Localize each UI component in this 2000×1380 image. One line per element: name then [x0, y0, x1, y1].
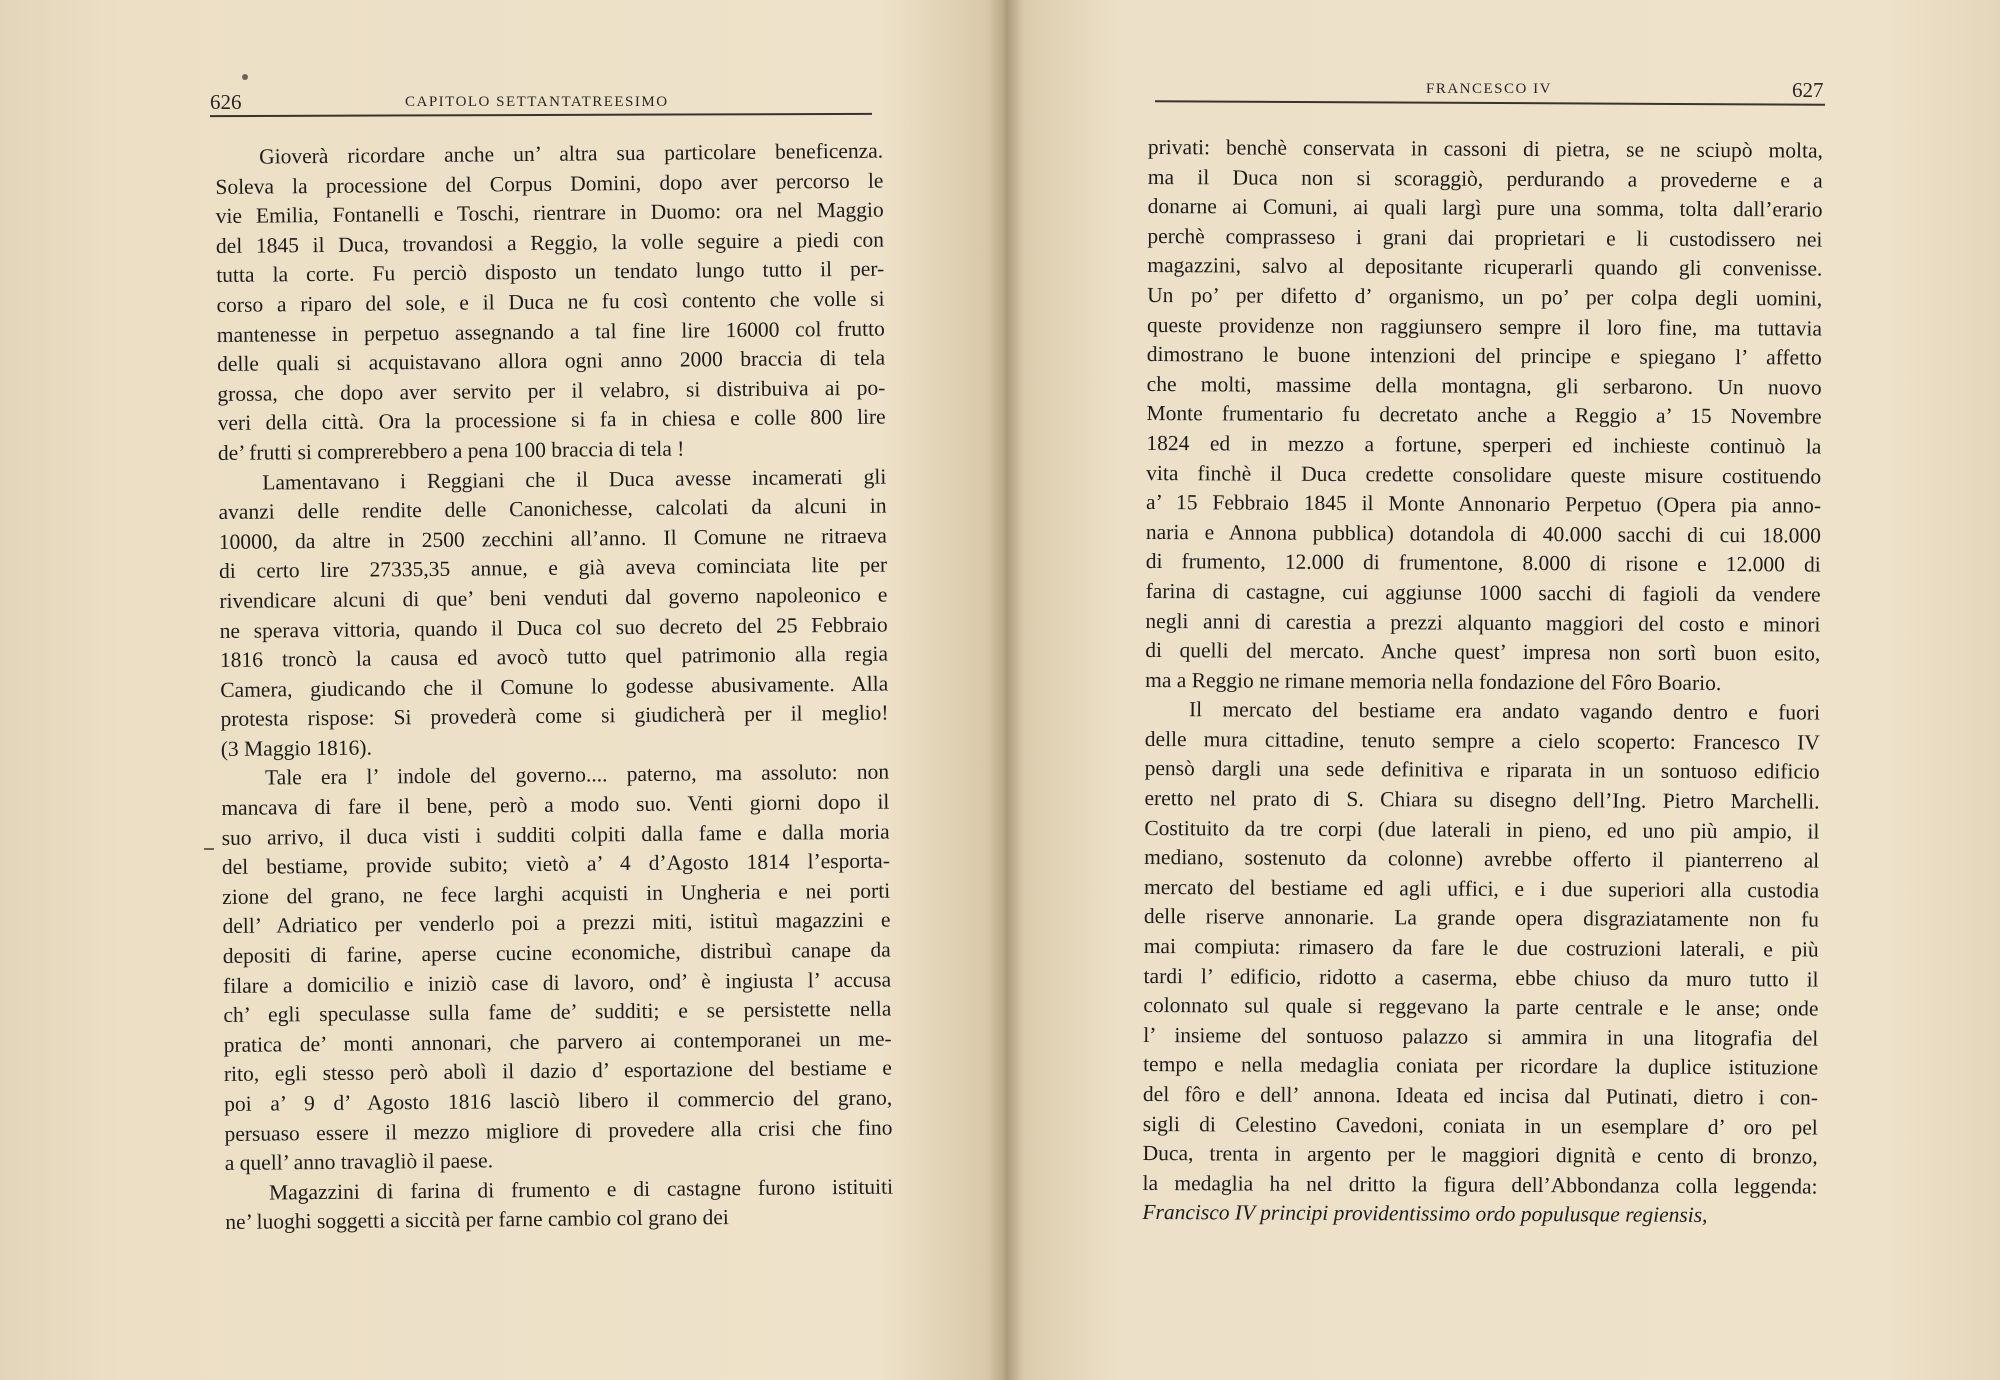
text-line: avanzi delle rendite delle Canonichesse, calcolati da alcuni in: [218, 493, 887, 525]
text-line: veri della città. Ora la processione si fa in chiesa e colle 800 lire: [217, 404, 886, 436]
text-line: negli anni di carestia a prezzi alquanto maggiori del costo e minori: [1145, 608, 1821, 637]
text-line: poi a’ 9 d’ Agosto 1816 lasciò libero il commercio del grano,: [224, 1085, 893, 1116]
text-line: Magazzini di farina di frumento e di castagne furono istituiti: [268, 1174, 894, 1205]
text-line: queste providenze non raggiunsero sempre il loro fine, ma tuttavia: [1146, 312, 1823, 341]
text-line: dell’ Adriatico per venderlo poi a prezzi miti, istituì magazzini e: [222, 907, 891, 939]
text-line: Un po’ per difetto d’ organismo, un po’ per colpa degli uomini,: [1147, 282, 1823, 311]
text-line: di frumento, 12.000 di frumentone, 8.000 di risone e 12.000 di: [1145, 549, 1821, 577]
text-line: del bestiame, provide subito; vietò a’ 4 d’Agosto 1814 l’esporta-: [221, 848, 891, 880]
text-line: Francisco IV principi providentissimo ordo populusque regiensis,: [1142, 1200, 1708, 1228]
right-page: [1005, 0, 2000, 1380]
text-line: suo arrivo, il duca visti i sudditi colpiti dalla fame e dalla moria: [221, 819, 890, 850]
text-line: del fôro e dell’ annona. Ideata ed incisa dal Putinati, dietro i con-: [1142, 1081, 1819, 1110]
text-line: tardi l’ edificio, ridotto a caserma, ebbe chiuso da muro tutto il: [1143, 963, 1819, 992]
text-line: Gioverà ricordare anche un’ altra sua particolare beneficenza.: [259, 138, 884, 169]
text-line: mai compiuta: rimasero da fare le due costruzioni laterali, e più: [1143, 934, 1819, 962]
text-line: pratica de’ monti annonari, che parvero ai contemporanei un me-: [223, 1026, 892, 1057]
text-line: magazzini, salvo al depositante ricuperarli quando gli convenisse.: [1147, 253, 1823, 281]
header-rule-right: [1155, 100, 1825, 105]
running-head-right: FRANCESCO IV: [1426, 81, 1552, 97]
text-line: Lamentavano i Reggiani che il Duca avesse incamerati gli: [262, 464, 887, 495]
text-line: mercato del bestiame ed agli uffici, e i due superiori alla custodia: [1143, 874, 1820, 903]
text-line: Tale era l’ indole del governo.... paterno, ma assoluto: non: [264, 760, 890, 791]
right-page-body: [1142, 133, 1823, 1231]
text-line: 10000, da altre in 2500 zecchini all’anno. Il Comune ne ritraeva: [218, 523, 887, 554]
text-line: del 1845 il Duca, trovandosi a Reggio, la volle seguire a piedi con: [215, 227, 885, 258]
left-page-body: [215, 137, 893, 1238]
text-line: vita finchè il Duca credette consolidare queste misure costituendo: [1146, 460, 1822, 489]
text-line: dimostrano le buone intenzioni del principe e spiegano l’ affetto: [1146, 342, 1822, 370]
text-line: mediano, sostenuto da colonne) avrebbe offerto il pianterreno al: [1144, 845, 1820, 873]
margin-mark: [204, 848, 214, 850]
text-line: Camera, giudicando che il Comune lo godesse abusivamente. Alla: [220, 671, 889, 702]
text-line: colonnato sul quale si reggevano la parte centrale e le anse; onde: [1143, 993, 1819, 1021]
text-line: rito, egli stesso però abolì il dazio d’ esportazione del bestiame e: [223, 1055, 893, 1087]
page-number-right: 627: [1792, 78, 1824, 102]
text-line: delle riserve annonarie. La grande opera disgraziatamente non fu: [1143, 904, 1819, 932]
text-line: tutta la corte. Fu perciò disposto un tendato lungo tutto il per-: [216, 256, 885, 288]
text-line: Soleva la processione del Corpus Domini, dopo aver percorso le: [215, 168, 884, 199]
text-line: perchè comprasseso i grani dai proprietari e li custodissero nei: [1147, 223, 1823, 252]
text-line: 1816 troncò la causa ed avocò tutto quel patrimonio alla regia: [219, 641, 889, 673]
text-line: sigli di Celestino Cavedoni, coniata in un esemplare d’ oro pel: [1142, 1111, 1818, 1140]
text-line: ma il Duca non si scoraggiò, perdurando a provederne e a: [1147, 164, 1823, 193]
text-line: de’ frutti si comprerebbero a pena 100 braccia di tela !: [217, 436, 685, 465]
running-head-left: CAPITOLO SETTANTATREESIMO: [405, 94, 669, 110]
text-line: filare a domicilio e iniziò case di lavoro, ond’ è ingiusta l’ accusa: [222, 967, 892, 998]
text-line: tempo e nella medaglia coniata per ricordare la duplice istituzione: [1143, 1052, 1819, 1080]
text-line: zione del grano, ne fece larghi acquisti in Ungheria e nei porti: [222, 878, 891, 909]
text-line: privati: benchè conservata in cassoni di pietra, se ne sciupò molta,: [1147, 134, 1823, 163]
text-line: persuaso essere il mezzo migliore di provedere alla crisi che fino: [224, 1115, 893, 1146]
text-line: delle quali si acquistavano allora ogni anno 2000 braccia di tela: [217, 345, 886, 377]
text-line: mantenesse in perpetuo assegnando a tal fine lire 16000 col frutto: [216, 316, 885, 347]
page-number-left: 626: [210, 90, 242, 114]
text-line: eretto nel prato di S. Chiara su disegno dell’Ing. Pietro Marchelli.: [1144, 786, 1820, 814]
text-line: ma a Reggio ne rimane memoria nella fondazione del Fôro Boario.: [1145, 667, 1722, 695]
text-line: mancava di fare il bene, però a modo suo. Venti giorni dopo il: [221, 789, 890, 821]
text-line: di quelli del mercato. Anche quest’ impresa non sortì buon esito,: [1145, 638, 1821, 666]
text-line: di certo lire 27335,35 annue, e già aveva cominciata lite per: [218, 552, 888, 584]
text-line: ne’ luoghi soggetti a siccità per farne cambio col grano dei: [225, 1205, 729, 1235]
text-line: depositi di farine, aperse cucine economiche, distribuì canape da: [222, 937, 891, 968]
text-line: a quell’ anno travagliò il paese.: [224, 1148, 494, 1176]
text-line: naria e Annona pubblica) dotandola di 40.000 sacchi di cui 18.000: [1145, 519, 1821, 548]
text-line: delle mura cittadine, tenuto sempre a cielo scoperto: Francesco IV: [1144, 726, 1820, 755]
text-line: a’ 15 Febbraio 1845 il Monte Annonario Perpetuo (Opera pia anno-: [1146, 490, 1822, 518]
text-line: grossa, che dopo aver servito per il velabro, si distribuiva ai po-: [217, 375, 886, 406]
text-line: donarne ai Comuni, ai quali largì pure una somma, tolta dall’erario: [1147, 194, 1823, 222]
text-line: corso a riparo del sole, e il Duca ne fu così contento che volle si: [216, 286, 885, 317]
text-line: l’ insieme del sontuoso palazzo si ammira in una litografia del: [1143, 1022, 1819, 1051]
text-line: ch’ egli speculasse sulla fame de’ sudditi; e se persistette nella: [223, 996, 892, 1028]
text-line: Duca, trenta in argento per le maggiori dignità e cento di bronzo,: [1142, 1141, 1818, 1169]
text-line: ne sperava vittoria, quando il Duca col suo decreto del 25 Febbraio: [219, 612, 888, 643]
text-line: Monte frumentario fu decretato anche a Reggio a’ 15 Novembre: [1146, 401, 1822, 429]
text-line: Il mercato del bestiame era andato vagando dentro e fuori: [1188, 697, 1821, 725]
header-rule-left: [210, 113, 872, 117]
text-line: rivendicare alcuni di que’ beni venduti dal governo napoleonico e: [219, 582, 888, 613]
text-line: (3 Maggio 1816).: [220, 735, 373, 761]
text-line: vie Emilia, Fontanelli e Toschi, rientrare in Duomo: ora nel Maggio: [215, 197, 884, 229]
text-line: la medaglia ha nel dritto la figura dell’Abbondanza colla leggenda:: [1142, 1170, 1818, 1199]
text-line: pensò dargli una sede definitiva e riparata in un sontuoso edificio: [1144, 756, 1820, 784]
text-line: che molti, massime della montagna, gli serbarono. Un nuovo: [1146, 371, 1822, 400]
ink-speck: [242, 74, 248, 80]
text-line: Costituito da tre corpi (due laterali in pieno, ed uno più ampio, il: [1144, 815, 1820, 844]
text-line: farina di castagne, cui aggiunse 1000 sacchi di fagioli da vendere: [1145, 578, 1821, 607]
text-line: 1824 ed in mezzo a fortune, sperperi ed inchieste continuò la: [1146, 430, 1822, 459]
text-line: protesta rispose: Si provederà come si giudicherà per il meglio!: [220, 700, 889, 732]
